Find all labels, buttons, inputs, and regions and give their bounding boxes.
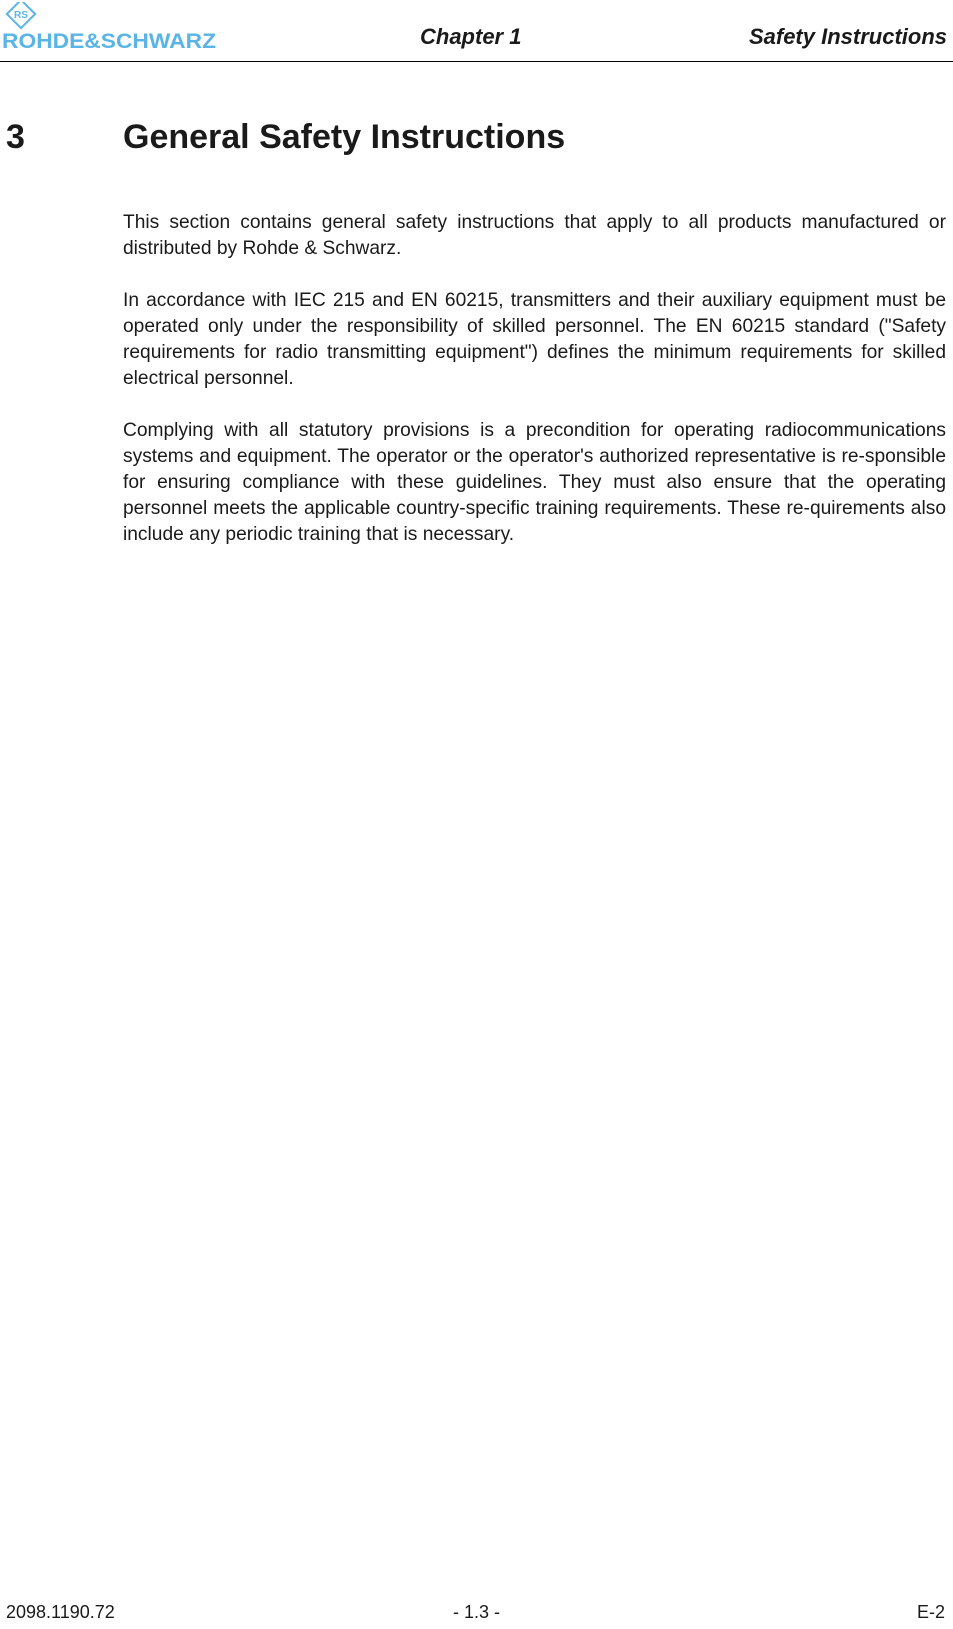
page-header xyxy=(0,0,953,62)
logo-monogram: RS xyxy=(14,10,28,21)
paragraph: Complying with all statutory provisions is a precondition for operating radiocommunications systems and equipment. The operator or the operator's authorized representative is re-sponsible for ensuring compliance with these guidelines. They must also ensure that the operating personnel meets the applicable country-specific training requirements. These re-quirements also include any periodic training that is necessary. xyxy=(123,420,946,545)
header-divider xyxy=(0,61,953,62)
heading-number: 3 xyxy=(6,118,25,156)
paragraph: This section contains general safety instructions that apply to all products manufactured or distributed by Rohde & Schwarz. xyxy=(123,212,946,259)
rohde-schwarz-logo xyxy=(2,2,224,52)
paragraph: In accordance with IEC 215 and EN 60215, transmitters and their auxiliary equipment must be operated only under the responsibility of skilled personnel. The EN 60215 standard ("Safety requirements for radio transmitting equipment") defines the minimum requirements for skilled electrical personnel. xyxy=(123,290,946,389)
body-text xyxy=(123,210,946,574)
document-number: 2098.1190.72 xyxy=(6,1602,115,1622)
edition-label: E-2 xyxy=(916,1602,945,1622)
logo-wordmark: ROHDE&SCHWARZ xyxy=(2,30,217,52)
chapter-label: Chapter 1 xyxy=(420,24,522,49)
heading-title: General Safety Instructions xyxy=(123,118,566,156)
section-label: Safety Instructions xyxy=(748,24,947,49)
page-number: - 1.3 - xyxy=(452,1602,500,1622)
logo-graphic xyxy=(2,2,224,52)
page-footer xyxy=(0,1602,953,1629)
